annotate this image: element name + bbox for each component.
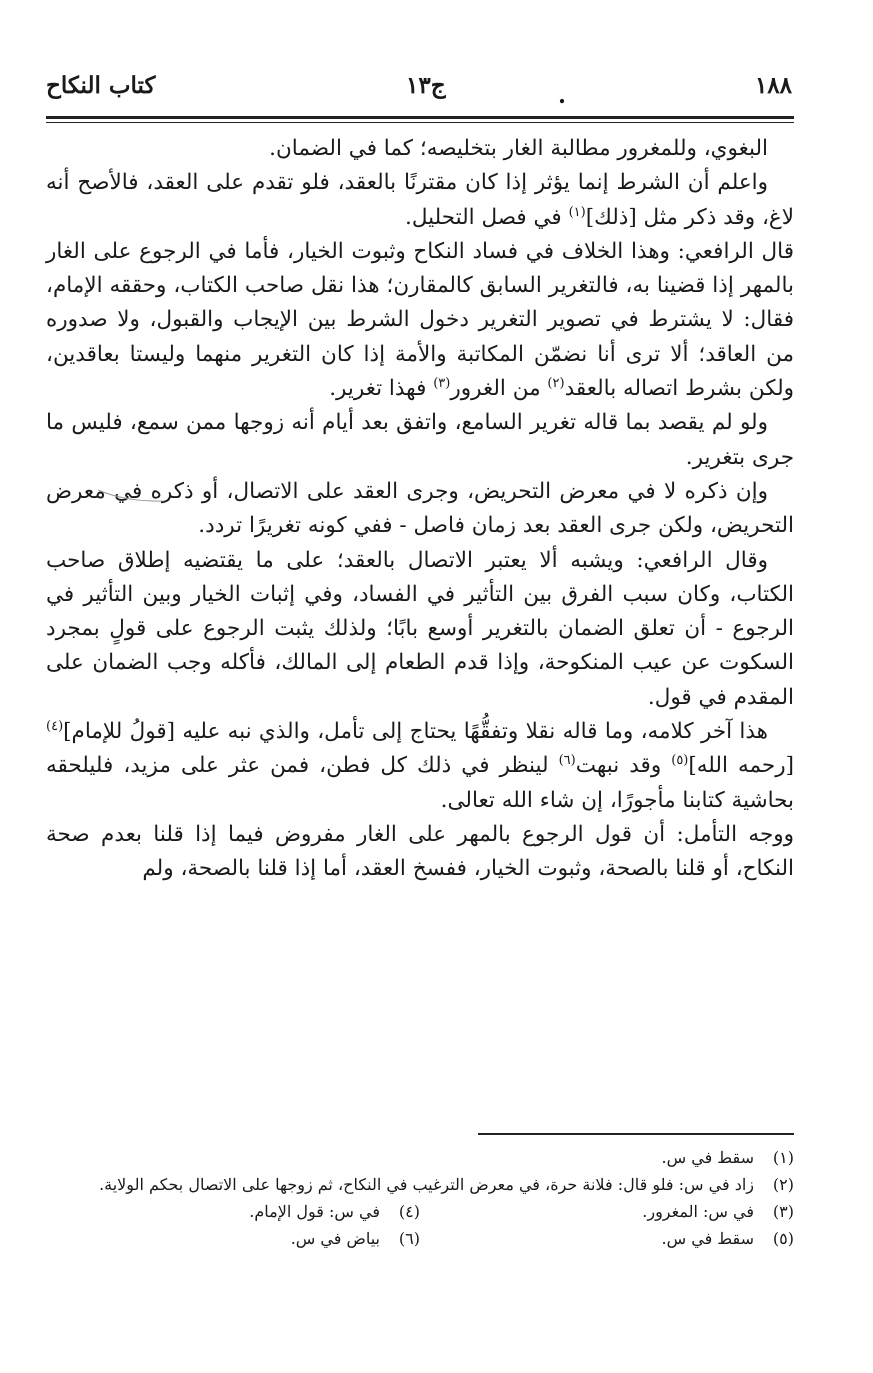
header-dot: . (558, 82, 567, 109)
text-run: في فصل التحليل. (405, 204, 569, 230)
footnote-marker: (٣) (433, 376, 451, 392)
page-number: ١٨٨ (754, 72, 792, 99)
footnote-text: زاد في س: فلو قال: فلانة حرة، في معرض الترغيب في النكاح، ثم زوجها على الاتصال بحكم الولاية. (99, 1175, 754, 1194)
paragraph (46, 715, 794, 818)
main-text (46, 132, 794, 887)
footnote-number: (٦) (398, 1229, 420, 1248)
running-header (46, 72, 792, 112)
footnote-text: سقط في س. (661, 1148, 754, 1167)
header-rule-thick (46, 116, 794, 119)
footnote-marker: (٢) (547, 376, 565, 392)
paragraph: وإن ذكره لا في معرض التحريض، وجرى العقد على الاتصال، أو ذكره في معرض التحريض، ولكن جرى العقد بعد زمان فاصل - ففي كونه تغريرًا تردد. (46, 478, 794, 539)
paragraph (46, 235, 794, 406)
paragraph: ولو لم يقصد بما قاله تغرير السامع، واتفق بعد أيام أنه زوجها ممن سمع، فليس ما جرى بتغرير. (46, 410, 794, 470)
footnote-number: (٢) (772, 1175, 794, 1194)
text-run: وقد نبهت (575, 753, 672, 779)
footnote-6 (46, 1225, 420, 1252)
text-run: [رحمه الله] (688, 753, 794, 779)
footnote-2 (46, 1171, 794, 1198)
footnote-text: سقط في س. (661, 1229, 754, 1248)
text-run: واعلم أن الشرط إنما يؤثر إذا كان مقترنًا بالعقد، فلو تقدم على العقد، فالأصح أنه لاغ، وقد ذكر مثل [ذلك] (46, 170, 794, 230)
paragraph: البغوي، وللمغرور مطالبة الغار بتخليصه؛ كما في الضمان. (269, 136, 768, 161)
footnote-marker: (٤) (46, 719, 64, 735)
footnotes (46, 1144, 794, 1252)
footnote-row (46, 1198, 794, 1225)
footnote-marker: (١) (568, 204, 586, 220)
footnote-5 (420, 1225, 794, 1252)
footnote-1 (46, 1144, 794, 1171)
text-run: قال الرافعي: وهذا الخلاف في فساد النكاح وثبوت الخيار، فأما في الرجوع على الغار بالمهر إذا قضينا به، فالتغرير السابق كالمقارن؛ هذا نقل صاحب الكتاب، وحققه الإمام، فقال: لا يشترط في تصوير التغرير دخول الشرط بين الإيجاب والقبول، ولا صدوره من العاقد؛ ألا ترى أنا نضمّن المكاتبة والأمة إذا كان التغرير منهما وليستا بعاقدين، ولكن بشرط اتصاله بالعقد (46, 238, 794, 402)
footnote-number: (٥) (772, 1229, 794, 1248)
paragraph: وقال الرافعي: ويشبه ألا يعتبر الاتصال بالعقد؛ على ما يقتضيه إطلاق صاحب الكتاب، وكان سبب الفرق بين التأثير في الفساد، وفي إثبات الخيار وبين التأثير في الرجوع - أن تعلق الضمان بالتغرير أوسع بابًا؛ ولذلك يثبت الرجوع على قولٍ بمجرد السكوت عن عيب المنكوحة، وإذا قدم الطعام إلى المالك، فأكله وجب الضمان على المقدم في قول. (46, 547, 794, 710)
text-run: هذا آخر كلامه، وما قاله نقلا وتفقُّهًا يحتاج إلى تأمل، والذي نبه عليه [قولُ للإمام] (63, 719, 768, 745)
book-title: كتاب النكاح (46, 72, 156, 99)
footnote-separator (478, 1133, 794, 1135)
text-run: من الغرور (450, 376, 548, 402)
text-run: فهذا تغرير. (329, 376, 434, 402)
paragraph: ووجه التأمل: أن قول الرجوع بالمهر على الغار مفروض فيما إذا قلنا بعدم صحة النكاح، أو قلنا بالصحة، وثبوت الخيار، ففسخ العقد، أما إذا قلنا بالصحة، ولم (46, 821, 795, 882)
footnote-number: (٤) (398, 1202, 420, 1221)
volume-label: ج١٣ (406, 72, 446, 99)
footnote-text: بياض في س. (290, 1229, 380, 1248)
footnote-marker: (٥) (671, 753, 689, 769)
footnote-number: (٣) (772, 1202, 794, 1221)
footnote-number: (١) (772, 1148, 794, 1167)
footnote-4 (46, 1198, 420, 1225)
footnote-text: في س: المغرور. (642, 1202, 754, 1221)
paragraph (46, 166, 794, 235)
footnote-row (46, 1225, 794, 1252)
footnote-marker: (٦) (558, 753, 576, 769)
pencil-mark (96, 488, 166, 506)
footnote-text: في س: قول الإمام. (249, 1202, 380, 1221)
footnote-3 (420, 1198, 794, 1225)
header-rule-thin (46, 122, 794, 123)
text-run: لينظر في ذلك كل فطن، فمن عثر على مزيد، فليلحقه بحاشية كتابنا مأجورًا، إن شاء الله تعالى. (46, 753, 794, 813)
